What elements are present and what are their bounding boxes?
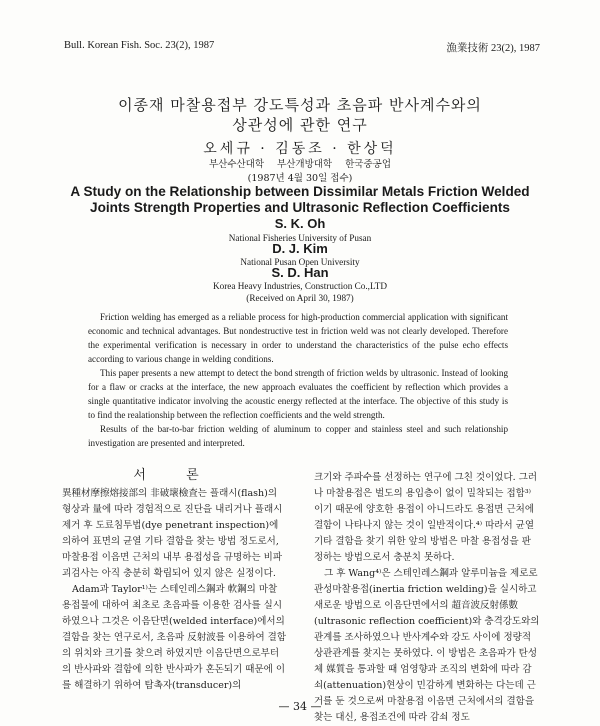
abstract-paragraph: Results of the bar-to-bar friction welding of aluminum to copper and stainless steel and such relationship investigation are presented and interpreted. (88, 424, 508, 448)
body-left-column (62, 486, 288, 694)
author-name: S. K. Oh (274, 216, 326, 231)
body-paragraph: Adam과 Taylor¹⁾는 스테인레스鋼과 軟鋼의 마찰 용접물에 대하여 최초로 초음파를 이용한 검사를 실시하였으나 그것은 이음단면(welded interface)에서의 결함을 찾는 연구로서, 초음파 反射波를 이용하여 결함의 위치와 크기를 찾으려 하였지만 이음단면으로부터의 반사파와 결함에 의한 반사파가 혼돈되기 때문에 이를 해결하기 위하여 탐촉자(transducer)의 (62, 584, 287, 691)
korean-affiliations: 부산수산대학 부산개방대학 한국중공업 (208, 159, 392, 170)
journal-header-left: Bull. Korean Fish. Soc. 23(2), 1987 (64, 40, 215, 51)
korean-title-line1: 이종재 마찰용접부 강도특성과 초음파 반사계수와의 (118, 96, 482, 114)
english-title-line2: Joints Strength Properties and Ultrasonic Reflection Coefficients (90, 200, 510, 215)
author-name: S. D. Han (271, 265, 329, 280)
author-affiliation: National Pusan Open University (240, 257, 360, 267)
english-title (0, 184, 600, 216)
received-date: (Received on April 30, 1987) (246, 293, 354, 303)
abstract-paragraph: Friction welding has emerged as a reliable process for high-production commercial application with significant economic and technical advantages. But nondestructive test in friction weld was not clearly developed. Therefore the experimental verification is necessary in order to understand the characteristics of the pulse echo effects according to various change in welding conditions. (88, 312, 508, 364)
author-name: D. J. Kim (272, 241, 328, 256)
korean-authors: 오세규 · 김동조 · 한상덕 (203, 141, 397, 157)
korean-title-line2: 상관성에 관한 연구 (232, 116, 368, 134)
body-paragraph: 크기와 주파수를 선정하는 연구에 그친 것이었다. 그러나 마찰용접은 벌도의 용입층이 없이 밀착되는 접합³⁾이기 때문에 양호한 용접이 아니드라도 용접면 근처에 결함이 나타나지 않는 것이 일반적이다.⁴⁾ 따라서 균열 기타 결함을 찾기 위한 앞의 방법은 마찰 용접성을 판정하는 방법으로서 충분치 못하다. (314, 472, 538, 563)
body-paragraph: 異種材摩擦熔接部의 非破壞檢査는 플래시(flash)의 형상과 量에 따라 경험적으로 진단을 내리거나 플래시 제거 후 도료침투법(dye penetrant inspection)에 의하여 표면의 균열 기타 결함을 찾는 방법 정도로서, 마찰용접 이음면 근처의 내부 용접성을 규명하는 비파괴검사는 아직 충분히 확립되어 있지 않은 실정이다. (62, 488, 283, 579)
abstract-paragraph: This paper presents a new attempt to detect the bond strength of friction welds by ultrasonic. Instead of looking for a flaw or cracks at the interface, the new approach evaluates the coefficient by reflection which provides a single quantitative indicator involving the acoustic energy reflected at the interface. The objective of this study is to find the realationship between the reflection coefficients and the weld strength. (88, 368, 508, 420)
abstract (88, 310, 508, 450)
body-right-column (314, 470, 540, 726)
author-affiliation: Korea Heavy Industries, Construction Co.,LTD (213, 281, 387, 291)
english-title-line1: A Study on the Relationship between Dissimilar Metals Friction Welded (70, 184, 530, 199)
page-number: — 34 — (278, 700, 322, 713)
section-heading: 서 론 (133, 468, 217, 483)
journal-header-right: 漁業技術 23(2), 1987 (446, 43, 540, 54)
author-affiliation: National Fisheries University of Pusan (228, 233, 372, 243)
korean-received-date: (1987년 4월 30일 접수) (247, 173, 353, 184)
body-paragraph: 그 후 Wang⁴⁾은 스테인레스鋼과 알루미늄을 제로로 관성마찰용접(inertia friction welding)을 실시하고 새로운 방법으로 이음단면에서의 超音波反射係數(ultrasonic reflection coefficient)와 충격강도와의 관계를 조사하였으나 반사계수와 강도 사이에 정량적 상관관계를 찾지는 못하였다. 이 방법은 초음파가 탄성체 媒質을 통과할 때 엄영향과 조직의 변화에 따라 감쇠(attenuation)현상이 민감하게 변화하는 다는데 근거를 둔 것으로써 마찰용접 이음면 근처에서의 결함을 찾는 대신, 용접조건에 따라 감쇠 정도 (314, 568, 540, 723)
